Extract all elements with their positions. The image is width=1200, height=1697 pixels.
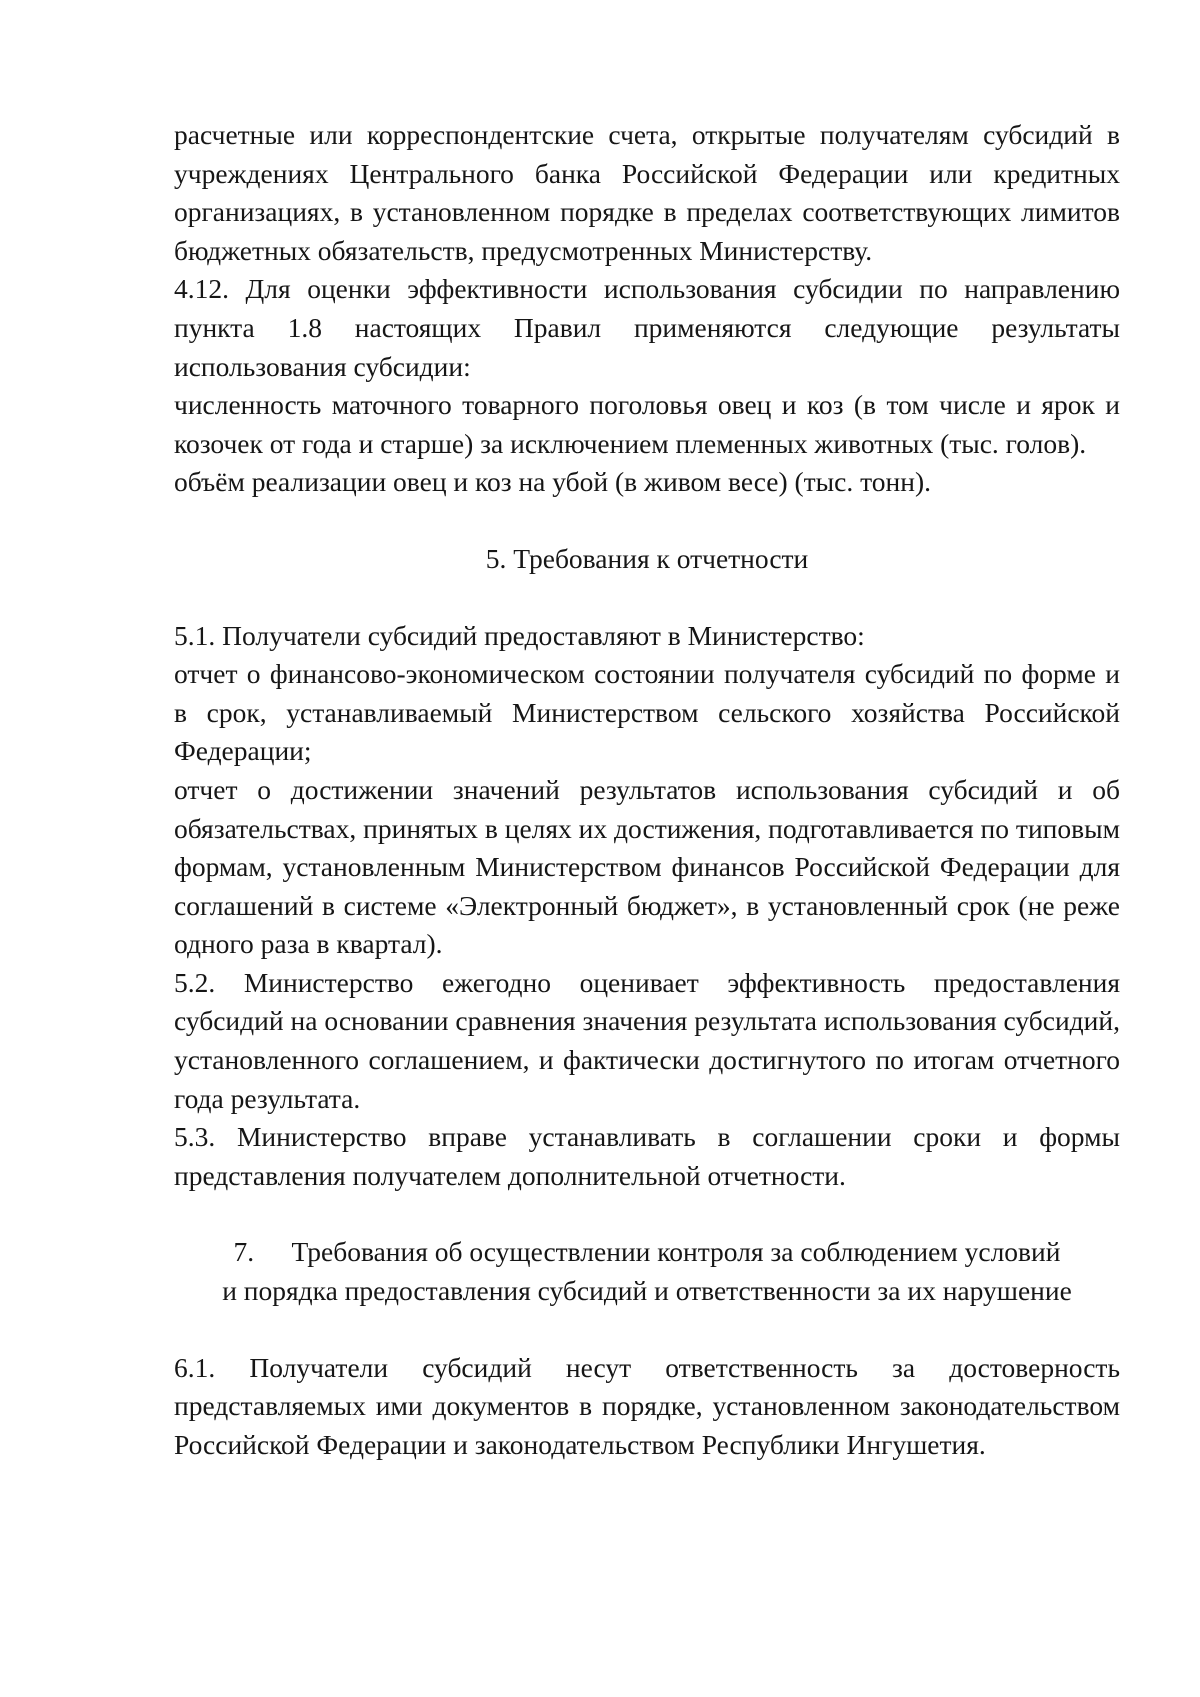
paragraph-5-2: 5.2. Министерство ежегодно оценивает эффективность предоставления субсидий на основании сравнения значения результата использования субсидий, установленного соглашением, и фактически достигнутого по итогам отчетного года результата. <box>174 966 1120 1114</box>
paragraph-accounts: расчетные или корреспондентские счета, открытые получателям субсидий в учреждениях Центрального банка Российской Федерации или кредитных организациях, в установленном порядке в пределах соответствующих лимитов бюджетных обязательств, предусмотренных Министерству. <box>174 119 1120 266</box>
paragraph-results-report: отчет о достижении значений результатов использования субсидий и об обязательствах, принятых в целях их достижения, подготавливается по типовым формам, установленным Министерством финансов Российской Федерации для соглашений в системе «Электронный бюджет», в установленный срок (не реже одного раза в квартал). <box>174 773 1120 960</box>
section-5-heading: 5. Требования к отчетности <box>485 542 809 574</box>
spacer <box>174 1195 1120 1233</box>
section-7-title-line-1: Требования об осуществлении контроля за соблюдением условий <box>291 1236 1061 1268</box>
section-7-heading-line-1 <box>174 1233 1120 1272</box>
paragraph-6-1: 6.1. Получатели субсидий несут ответственность за достоверность представляемых ими документов в порядке, установленном законодательством Российской Федерации и законодательством Республики Ингушетия. <box>174 1351 1120 1460</box>
paragraph-sales-volume: объём реализации овец и коз на убой (в живом весе) (тыс. тонн). <box>174 466 931 498</box>
document-body <box>174 116 1120 1464</box>
paragraph-5-1: 5.1. Получатели субсидий предоставляют в Министерство: <box>174 619 865 651</box>
paragraph-financial-report: отчет о финансово-экономическом состоянии получателя субсидий по форме и в срок, устанавливаемый Министерством сельского хозяйства Российской Федерации; <box>174 658 1120 767</box>
spacer <box>174 579 1120 617</box>
spacer <box>174 1311 1120 1349</box>
spacer <box>174 502 1120 540</box>
paragraph-livestock-count: численность маточного товарного поголовья овец и коз (в том числе и ярок и козочек от года и старше) за исключением племенных животных (тыс. голов). <box>174 389 1120 459</box>
paragraph-5-3: 5.3. Министерство вправе устанавливать в соглашении сроки и формы представления получателем дополнительной отчетности. <box>174 1121 1120 1191</box>
section-7-heading-line-2: и порядка предоставления субсидий и ответственности за их нарушение <box>222 1275 1072 1307</box>
paragraph-4-12: 4.12. Для оценки эффективности использования субсидии по направлению пункта 1.8 настоящих Правил применяются следующие результаты использования субсидии: <box>174 273 1120 382</box>
section-7-number: 7. <box>233 1236 255 1268</box>
